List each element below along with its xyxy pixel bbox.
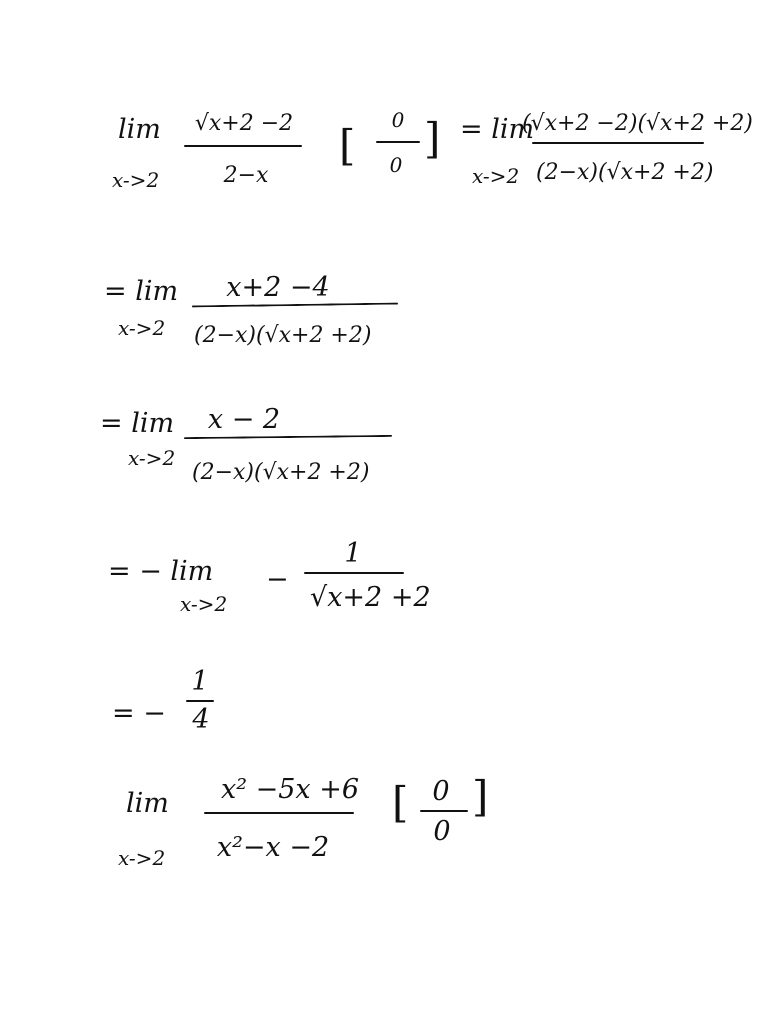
right-bracket: ]: [472, 772, 489, 821]
rhs-fraction-bar: [532, 142, 704, 144]
rhs-fraction-denominator: (2−x)(√x+2 +2): [536, 160, 714, 185]
fraction-numerator: x − 2: [207, 404, 281, 435]
rhs-fraction-numerator: (√x+2 −2)(√x+2 +2): [522, 111, 753, 136]
fraction-numerator: √x+2 −2: [194, 111, 294, 136]
fraction-bar: [184, 145, 302, 147]
fraction-numerator: x+2 −4: [226, 272, 330, 303]
fraction-denominator: 2−x: [223, 163, 269, 188]
negative-sign: −: [266, 564, 289, 595]
indeterminate-bottom: 0: [433, 816, 451, 847]
lim-approach: x->2: [118, 316, 166, 340]
indeterminate-top: 0: [391, 108, 405, 132]
rhs-lim-approach: x->2: [472, 164, 520, 188]
lim-approach: x->2: [118, 846, 166, 870]
indeterminate-bar: [420, 810, 468, 812]
left-bracket: [: [392, 778, 409, 827]
fraction-bar: [192, 303, 398, 308]
lim-approach: x->2: [112, 168, 160, 192]
left-bracket: [: [339, 121, 356, 170]
lim-operator: = lim: [104, 276, 179, 307]
lim-approach: x->2: [128, 446, 176, 470]
fraction-denominator: (2−x)(√x+2 +2): [192, 460, 370, 485]
fraction-denominator: (2−x)(√x+2 +2): [194, 323, 372, 348]
result-denominator: 4: [192, 704, 210, 735]
fraction-denominator: √x+2 +2: [310, 582, 431, 613]
result-fraction-bar: [186, 700, 214, 702]
indeterminate-bottom: 0: [389, 153, 403, 177]
indeterminate-bar: [376, 141, 420, 143]
fraction-bar: [304, 572, 404, 574]
lim-operator: lim: [126, 788, 169, 819]
result-numerator: 1: [191, 666, 209, 697]
fraction-bar: [204, 812, 354, 814]
lim-approach: x->2: [180, 592, 228, 616]
fraction-numerator: x² −5x +6: [220, 774, 360, 805]
right-bracket: ]: [424, 114, 441, 163]
indeterminate-top: 0: [432, 776, 450, 807]
fraction-denominator: x²−x −2: [216, 832, 330, 863]
fraction-numerator: 1: [344, 538, 362, 569]
rhs-lim-operator: = lim: [460, 114, 535, 145]
lim-operator: lim: [118, 114, 161, 145]
fraction-bar: [184, 435, 392, 439]
result-prefix: = −: [112, 698, 166, 729]
lim-operator: = − lim: [108, 556, 214, 587]
lim-operator: = lim: [100, 408, 175, 439]
